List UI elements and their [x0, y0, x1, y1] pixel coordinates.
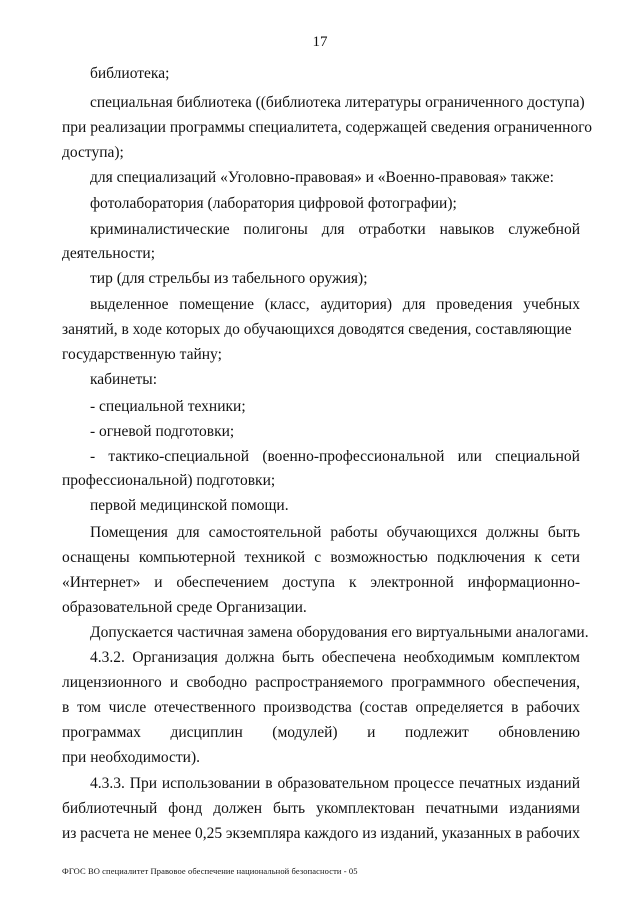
text-line: первой медицинской помощи. [90, 497, 289, 514]
word: быть [272, 800, 306, 817]
word: менее [152, 825, 192, 842]
word: для [402, 296, 426, 313]
word: электронной [370, 574, 454, 591]
word: в [62, 699, 70, 716]
page-footer: ФГОС ВО специалитет Правовое обеспечение национальной безопасности - 05 [62, 866, 358, 876]
word: самостоятельной [208, 524, 322, 541]
word: должны [486, 524, 539, 541]
word: специальной [495, 448, 580, 465]
word: обеспечена [321, 649, 396, 666]
text-line [90, 447, 580, 467]
word: том [77, 699, 101, 716]
text-line [62, 548, 580, 568]
word: - [90, 448, 96, 465]
word: или [457, 448, 482, 465]
text-line: государственную тайну; [62, 346, 222, 363]
word: числе [108, 699, 147, 716]
text-line: кабинеты: [90, 371, 158, 388]
text-line: занятий, в ходе которых до обучающихся доводятся сведения, составляющие [62, 321, 572, 338]
word: навыков [439, 221, 495, 238]
word: быть [282, 649, 315, 666]
word: производства [263, 699, 352, 716]
word: (военно-профессиональной [262, 448, 445, 465]
word: изданий [526, 775, 580, 792]
text-line: профессиональной) подготовки; [62, 472, 276, 489]
word: (модулей) [272, 724, 338, 741]
word: для [321, 221, 345, 238]
word: «Интернет» [62, 574, 141, 591]
word: использовании [161, 775, 261, 792]
text-line: фотолаборатория (лаборатория цифровой фотографии); [90, 195, 457, 212]
word: лицензионного [62, 674, 162, 691]
text-line [90, 774, 580, 794]
word: техникой [244, 549, 306, 566]
word: фонд [168, 800, 203, 817]
text-line: деятельности; [62, 245, 156, 262]
word: полигоны [243, 221, 308, 238]
word: из [362, 825, 377, 842]
word: 4.3.3. [90, 775, 125, 792]
word: свободно [186, 674, 248, 691]
word: подключения [436, 549, 526, 566]
text-line [90, 220, 580, 240]
word: и [154, 574, 163, 591]
word: комплектом [501, 649, 580, 666]
word: обучающихся [386, 524, 478, 541]
word: компьютерной [138, 549, 236, 566]
word: процессе [393, 775, 455, 792]
text-line: Допускается частичная замена оборудования его виртуальными аналогами. [90, 624, 589, 641]
word: определяется [415, 699, 504, 716]
word: обновлению [498, 724, 580, 741]
word: Организация [132, 649, 218, 666]
word: обеспечения, [493, 674, 580, 691]
word: распространяемого [255, 674, 383, 691]
word: отработки [358, 221, 426, 238]
text-line [90, 523, 580, 543]
text-line: для специализаций «Уголовно-правовая» и «Военно-правовая» также: [90, 169, 554, 186]
word: необходимым [403, 649, 495, 666]
word: указанных [441, 825, 512, 842]
word: доступа [282, 574, 336, 591]
word: рабочих [526, 699, 580, 716]
text-line: при реализации программы специалитета, содержащей сведения ограниченного [62, 119, 592, 136]
word: к [534, 549, 542, 566]
word: в [511, 699, 519, 716]
word: программах [62, 724, 141, 741]
word: 4.3.2. [90, 649, 125, 666]
word: изданий, [380, 825, 439, 842]
word: обеспечением [176, 574, 269, 591]
text-line: - огневой подготовки; [90, 423, 235, 440]
word: не [133, 825, 149, 842]
text-line: специальная библиотека ((библиотека литературы ограниченного доступа) [90, 94, 585, 111]
word: рабочих [526, 825, 580, 842]
word: и [367, 724, 376, 741]
word: библиотечный [62, 800, 158, 817]
word: каждого [304, 825, 359, 842]
word: При [129, 775, 157, 792]
text-line [62, 723, 580, 743]
word: должна [225, 649, 275, 666]
word: укомплектован [316, 800, 415, 817]
word: из [62, 825, 77, 842]
word: служебной [508, 221, 580, 238]
text-line: при необходимости). [62, 749, 201, 766]
word: тактико-специальной [108, 448, 250, 465]
text-line [90, 295, 580, 315]
word: оснащены [62, 549, 130, 566]
word: 0,25 [195, 825, 223, 842]
text-line: тир (для стрельбы из табельного оружия); [90, 270, 368, 287]
word: расчета [80, 825, 130, 842]
word: в [265, 775, 273, 792]
text-line [62, 698, 580, 718]
word: с [314, 549, 322, 566]
word: сети [550, 549, 580, 566]
text-line: образовательной среде Организации. [62, 599, 307, 616]
word: экземпляра [225, 825, 301, 842]
word: помещение [179, 296, 254, 313]
text-line [90, 648, 580, 668]
word: (состав [359, 699, 408, 716]
text-line [62, 573, 580, 593]
word: проведения [436, 296, 513, 313]
word: к [348, 574, 357, 591]
word: быть [547, 524, 580, 541]
word: учебных [523, 296, 580, 313]
word: отечественного [154, 699, 256, 716]
text-line [62, 673, 580, 693]
word: возможностью [330, 549, 428, 566]
text-line: библиотека; [90, 65, 170, 82]
word: подлежит [404, 724, 469, 741]
word: дисциплин [170, 724, 243, 741]
text-line [62, 824, 580, 844]
word: изданиями [509, 800, 580, 817]
word: должен [213, 800, 263, 817]
word: для [176, 524, 200, 541]
text-line: - специальной техники; [90, 398, 246, 415]
text-line [62, 799, 580, 819]
page-number: 17 [312, 34, 328, 50]
word: криминалистические [90, 221, 230, 238]
word: печатных [459, 775, 522, 792]
word: работы [330, 524, 378, 541]
word: Помещения [90, 524, 168, 541]
word: образовательном [277, 775, 390, 792]
word: информационно- [467, 574, 580, 591]
word: программного [391, 674, 486, 691]
text-line: доступа); [62, 144, 124, 161]
word: печатными [425, 800, 499, 817]
word: в [515, 825, 523, 842]
word: (класс, [264, 296, 310, 313]
word: и [169, 674, 179, 691]
word: выделенное [90, 296, 169, 313]
word: аудитория) [320, 296, 393, 313]
